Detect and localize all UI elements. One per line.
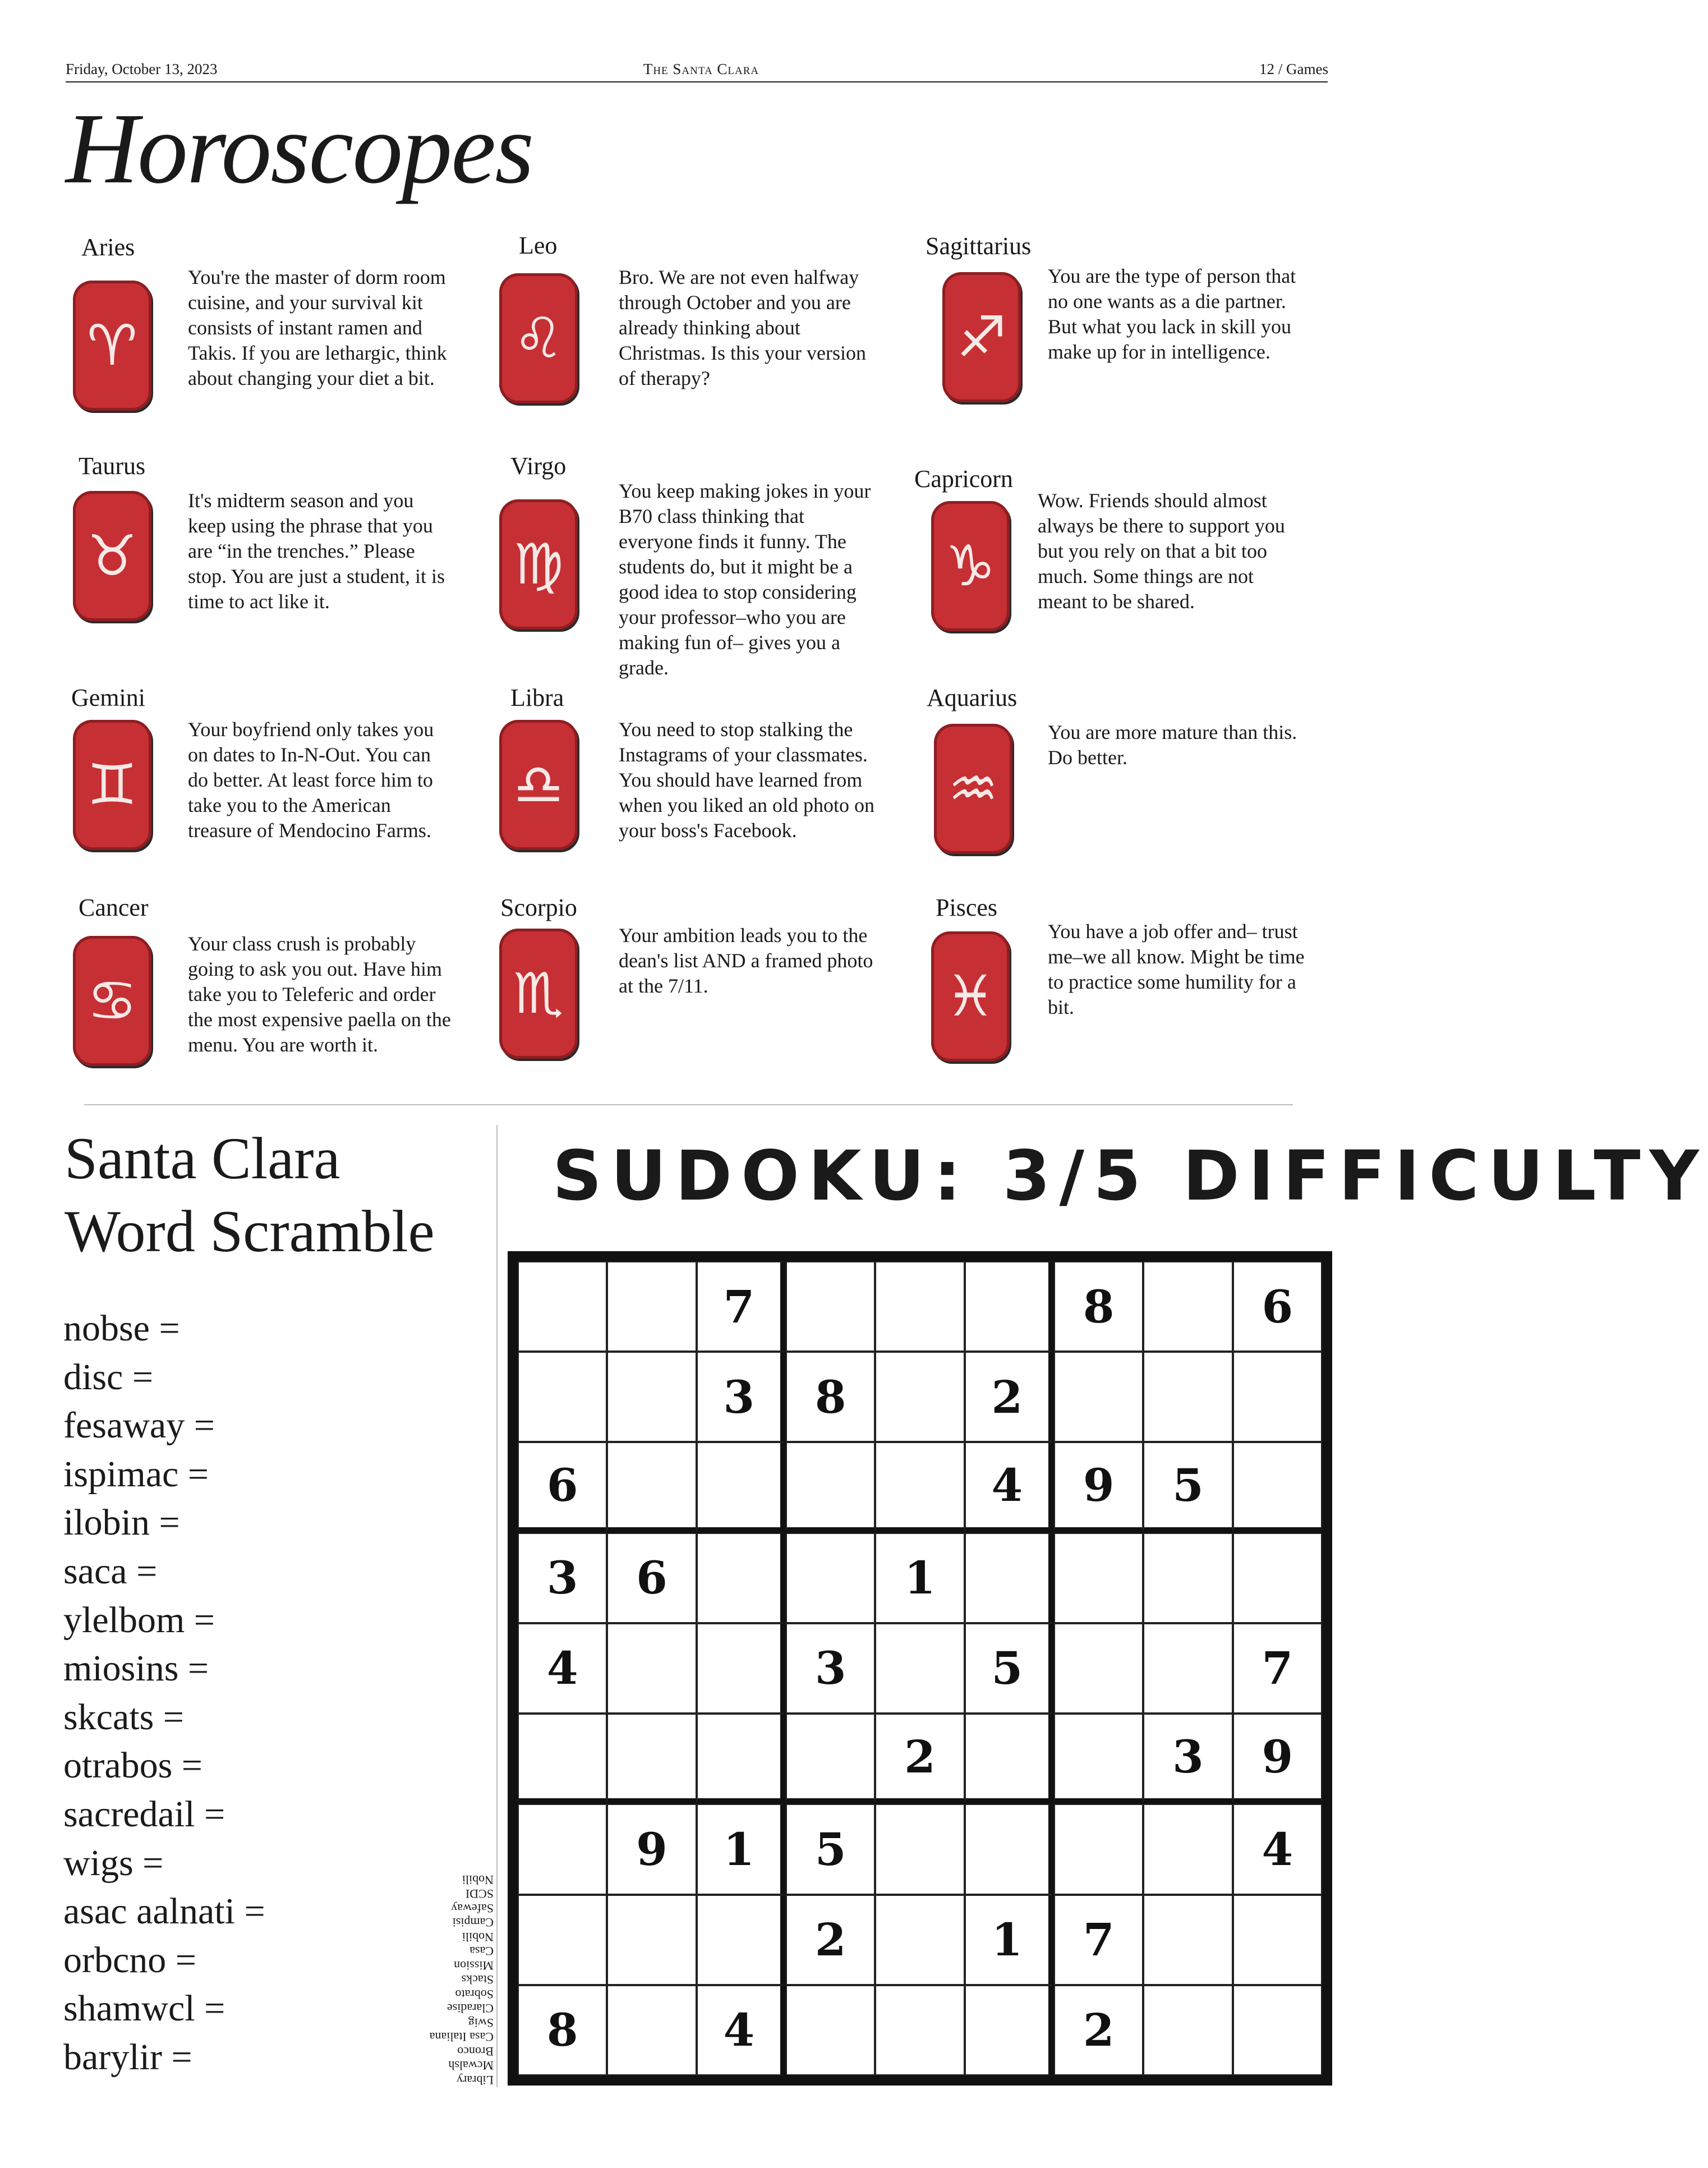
sudoku-empty-cell[interactable]	[1233, 1985, 1322, 2075]
sudoku-given-cell: 1	[697, 1804, 786, 1894]
answer-key-item: Nobili	[462, 1930, 494, 1944]
pisces-tile	[931, 931, 1010, 1062]
gemini-tile	[73, 720, 151, 850]
horoscope-text-capricorn: Wow. Friends should almost always be there to support you but you rely on that a bit too much. Some things are not meant to be shared.	[1038, 489, 1285, 613]
horoscope-text-scorpio: Your ambition leads you to the dean's list AND a framed photo at the 7/11.	[619, 924, 873, 997]
scramble-word: fesaway =	[63, 1405, 215, 1446]
sign-name-leo: Leo	[519, 232, 558, 259]
sign-name-scorpio: Scorpio	[500, 894, 577, 921]
sudoku-empty-cell[interactable]	[875, 1623, 964, 1714]
sudoku-empty-cell[interactable]	[1054, 1623, 1143, 1714]
horoscopes-title: Horoscopes	[66, 93, 533, 204]
pisces-icon: ♓︎	[945, 963, 996, 1029]
issue-date: Friday, October 13, 2023	[66, 61, 218, 77]
word-scramble-title	[65, 1122, 435, 1268]
page-section: 12 / Games	[1259, 61, 1328, 77]
word-scramble-list	[63, 1305, 265, 2082]
sudoku-grid	[508, 1251, 1332, 2086]
sudoku-empty-cell[interactable]	[1054, 1714, 1143, 1804]
scramble-word: sacredail =	[63, 1793, 225, 1835]
sign-name-aquarius: Aquarius	[927, 684, 1018, 711]
sudoku-given-cell: 3	[518, 1533, 607, 1623]
sudoku-given-cell: 2	[1054, 1985, 1143, 2075]
sudoku-given-cell: 3	[786, 1623, 875, 1714]
sudoku-empty-cell[interactable]	[607, 1895, 696, 1985]
scramble-word: nobse =	[63, 1308, 180, 1349]
sudoku-empty-cell[interactable]	[1054, 1804, 1143, 1894]
section-divider	[84, 1104, 1293, 1105]
taurus-icon: ♉︎	[87, 523, 137, 589]
horoscope-text-virgo: You keep making jokes in your B70 class thinking that everyone finds it funny. The students do, but it might be a good idea to stop considering your professor–who you are making fun of– gives you a grade.	[619, 480, 871, 679]
header-rule	[66, 81, 1328, 82]
scramble-word: wigs =	[63, 1842, 164, 1884]
sudoku-empty-cell[interactable]	[607, 1714, 696, 1804]
sudoku-given-cell: 4	[518, 1623, 607, 1714]
sudoku-empty-cell[interactable]	[518, 1352, 607, 1442]
answer-key-item: Claradise	[446, 2001, 494, 2016]
scramble-word: orbcno =	[63, 1939, 196, 1981]
sudoku-empty-cell[interactable]	[518, 1714, 607, 1804]
answer-key-item: Library	[457, 2073, 494, 2087]
sudoku-empty-cell[interactable]	[786, 1533, 875, 1623]
sudoku-empty-cell[interactable]	[1233, 1352, 1322, 1442]
sudoku-title: SUDOKU: 3/5 DIFFICULTY	[553, 1136, 1708, 1216]
sudoku-empty-cell[interactable]	[786, 1985, 875, 2075]
sudoku-given-cell: 9	[607, 1804, 696, 1894]
word-scramble-answer-key	[387, 1823, 494, 2087]
sudoku-empty-cell[interactable]	[1143, 1261, 1232, 1352]
taurus-tile	[73, 491, 151, 621]
horoscope-text-pisces: You have a job offer and– trust me–we all know. Might be time to practice some humility for a bit.	[1048, 920, 1305, 1018]
sudoku-empty-cell[interactable]	[1233, 1442, 1322, 1532]
scramble-word: ilobin =	[63, 1502, 180, 1544]
capricorn-tile	[931, 501, 1010, 631]
libra-tile	[499, 720, 578, 850]
sudoku-empty-cell[interactable]	[875, 1352, 964, 1442]
aries-tile	[73, 281, 151, 411]
sudoku-empty-cell[interactable]	[518, 1895, 607, 1985]
cancer-tile	[73, 936, 151, 1066]
sign-name-capricorn: Capricorn	[914, 465, 1013, 493]
newspaper-name: The Santa Clara	[643, 61, 759, 77]
sign-name-sagittarius: Sagittarius	[926, 232, 1032, 260]
sudoku-empty-cell[interactable]	[965, 1985, 1054, 2075]
sudoku-empty-cell[interactable]	[1054, 1352, 1143, 1442]
sudoku-empty-cell[interactable]	[786, 1442, 875, 1532]
sudoku-given-cell: 3	[697, 1352, 786, 1442]
sudoku-given-cell: 7	[1233, 1623, 1322, 1714]
horoscope-text-taurus: It's midterm season and you keep using the phrase that you are “in the trenches.” Please stop. You are just a student, it is time to act like it.	[188, 489, 445, 613]
sudoku-empty-cell[interactable]	[607, 1985, 696, 2075]
leo-icon: ♌︎	[513, 305, 564, 371]
sudoku-empty-cell[interactable]	[875, 1442, 964, 1532]
sudoku-empty-cell[interactable]	[607, 1352, 696, 1442]
sudoku-given-cell: 1	[965, 1895, 1054, 1985]
scramble-word: asac aalnati =	[63, 1891, 265, 1932]
sudoku-given-cell: 6	[518, 1442, 607, 1532]
sudoku-empty-cell[interactable]	[697, 1623, 786, 1714]
answer-key-item: Safeway	[451, 1901, 494, 1916]
answer-key-item: SCDI	[465, 1887, 494, 1901]
sign-name-gemini: Gemini	[71, 684, 145, 711]
cancer-icon: ♋︎	[87, 968, 137, 1034]
sudoku-empty-cell[interactable]	[1233, 1895, 1322, 1985]
libra-icon: ♎︎	[513, 752, 564, 817]
sign-name-virgo: Virgo	[510, 452, 567, 480]
sudoku-given-cell: 2	[875, 1714, 964, 1804]
sudoku-empty-cell[interactable]	[518, 1804, 607, 1894]
answer-key-item: Swig	[468, 2016, 494, 2030]
sudoku-empty-cell[interactable]	[607, 1261, 696, 1352]
column-divider	[496, 1125, 498, 2087]
sudoku-empty-cell[interactable]	[1143, 1895, 1232, 1985]
sudoku-given-cell: 2	[786, 1895, 875, 1985]
sudoku-empty-cell[interactable]	[965, 1714, 1054, 1804]
sudoku-empty-cell[interactable]	[518, 1261, 607, 1352]
sudoku-empty-cell[interactable]	[786, 1714, 875, 1804]
sudoku-given-cell: 5	[965, 1623, 1054, 1714]
scramble-word: saca =	[63, 1550, 158, 1592]
scramble-word: otrabos =	[63, 1745, 203, 1786]
answer-key-item: Mission	[454, 1959, 494, 1973]
sudoku-empty-cell[interactable]	[875, 1804, 964, 1894]
horoscope-text-aries: You're the master of dorm room cuisine, and your survival kit consists of instant ramen and Takis. If you are lethargic, think about changing your diet a bit.	[188, 266, 447, 389]
sudoku-given-cell: 1	[875, 1533, 964, 1623]
sagittarius-tile	[942, 272, 1021, 402]
scramble-word: barylir =	[63, 2036, 192, 2078]
leo-tile	[499, 273, 578, 403]
horoscope-text-sagittarius: You are the type of person that no one wants as a die partner. But what you lack in skill you make up for in intelligence.	[1048, 265, 1296, 363]
sudoku-empty-cell[interactable]	[875, 1895, 964, 1985]
answer-key-item: Casa	[469, 1944, 494, 1959]
sudoku-given-cell: 4	[1233, 1804, 1322, 1894]
capricorn-icon: ♑︎	[945, 533, 996, 599]
sign-name-taurus: Taurus	[79, 452, 146, 480]
scramble-word: skcats =	[63, 1696, 185, 1738]
sudoku-given-cell: 3	[1143, 1714, 1232, 1804]
horoscope-text-cancer: Your class crush is probably going to ask you out. Have him take you to Teleferic and order the most expensive paella on the menu. You are worth it.	[188, 933, 451, 1056]
sudoku-given-cell: 7	[697, 1261, 786, 1352]
sudoku-empty-cell[interactable]	[965, 1261, 1054, 1352]
aries-icon: ♈︎	[87, 313, 137, 378]
virgo-icon: ♍︎	[513, 531, 564, 597]
sudoku-empty-cell[interactable]	[697, 1533, 786, 1623]
sudoku-empty-cell[interactable]	[1143, 1623, 1232, 1714]
sudoku-given-cell: 2	[965, 1352, 1054, 1442]
sudoku-given-cell: 7	[1054, 1895, 1143, 1985]
sudoku-empty-cell[interactable]	[965, 1533, 1054, 1623]
virgo-tile	[499, 499, 578, 630]
scramble-word: shamwcl =	[63, 1988, 225, 2029]
sudoku-given-cell: 6	[607, 1533, 696, 1623]
sudoku-empty-cell[interactable]	[607, 1623, 696, 1714]
horoscope-text-leo: Bro. We are not even halfway through October and you are already thinking about Christmas. Is this your version of therapy?	[619, 266, 866, 389]
sudoku-empty-cell[interactable]	[1143, 1352, 1232, 1442]
sudoku-empty-cell[interactable]	[786, 1261, 875, 1352]
sudoku-empty-cell[interactable]	[1143, 1985, 1232, 2075]
answer-key-item: Mcwalsh	[448, 2059, 494, 2073]
scramble-word: miosins =	[63, 1648, 209, 1689]
sign-name-pisces: Pisces	[936, 894, 997, 921]
sudoku-empty-cell[interactable]	[1143, 1804, 1232, 1894]
gemini-icon: ♊︎	[87, 752, 137, 817]
sudoku-empty-cell[interactable]	[697, 1442, 786, 1532]
aquarius-tile	[934, 724, 1012, 854]
sudoku-empty-cell[interactable]	[965, 1804, 1054, 1894]
word-scramble-title-line2: Word Scramble	[65, 1198, 435, 1264]
scramble-word: ispimac =	[63, 1453, 209, 1495]
answer-key-item: Sobrato	[455, 1987, 494, 2001]
sudoku-given-cell: 8	[518, 1985, 607, 2075]
scramble-word: disc =	[63, 1356, 154, 1398]
sudoku-given-cell: 9	[1233, 1714, 1322, 1804]
answer-key-item: Casa Italiana	[429, 2030, 494, 2045]
horoscope-text-aquarius: You are more mature than this. Do better.	[1048, 721, 1297, 769]
sudoku-given-cell: 4	[965, 1442, 1054, 1532]
sudoku-empty-cell[interactable]	[875, 1985, 964, 2075]
answer-key-item: Bronco	[457, 2045, 494, 2059]
scorpio-icon: ♏︎	[513, 961, 564, 1026]
answer-key-item: Campisi	[452, 1916, 494, 1930]
sudoku-given-cell: 6	[1233, 1261, 1322, 1352]
sudoku-given-cell: 4	[697, 1985, 786, 2075]
sudoku-empty-cell[interactable]	[1233, 1533, 1322, 1623]
sudoku-empty-cell[interactable]	[697, 1714, 786, 1804]
sudoku-given-cell: 9	[1054, 1442, 1143, 1532]
sudoku-given-cell: 8	[1054, 1261, 1143, 1352]
horoscope-text-gemini: Your boyfriend only takes you on dates to In-N-Out. You can do better. At least force him to take you to the American treasure of Mendocino Farms.	[188, 718, 434, 842]
sudoku-empty-cell[interactable]	[697, 1895, 786, 1985]
horoscope-text-libra: You need to stop stalking the Instagrams of your classmates. You should have learned from when you liked an old photo on your boss's Facebook.	[619, 718, 874, 842]
word-scramble-title-line1: Santa Clara	[65, 1126, 340, 1191]
scorpio-tile	[499, 929, 578, 1059]
sudoku-empty-cell[interactable]	[875, 1261, 964, 1352]
sudoku-empty-cell[interactable]	[1143, 1533, 1232, 1623]
sign-name-cancer: Cancer	[79, 894, 149, 921]
aquarius-icon: ♒︎	[948, 756, 998, 821]
scramble-word: ylelbom =	[63, 1599, 215, 1641]
sudoku-empty-cell[interactable]	[607, 1442, 696, 1532]
answer-key-item: Stacks	[461, 1973, 494, 1987]
sudoku-given-cell: 5	[786, 1804, 875, 1894]
sudoku-given-cell: 5	[1143, 1442, 1232, 1532]
sagittarius-icon: ♐︎	[956, 304, 1007, 370]
answer-key-item: Nobili	[462, 1873, 494, 1887]
sign-name-libra: Libra	[510, 684, 564, 711]
sudoku-empty-cell[interactable]	[1054, 1533, 1143, 1623]
sudoku-given-cell: 8	[786, 1352, 875, 1442]
sign-name-aries: Aries	[81, 233, 135, 261]
